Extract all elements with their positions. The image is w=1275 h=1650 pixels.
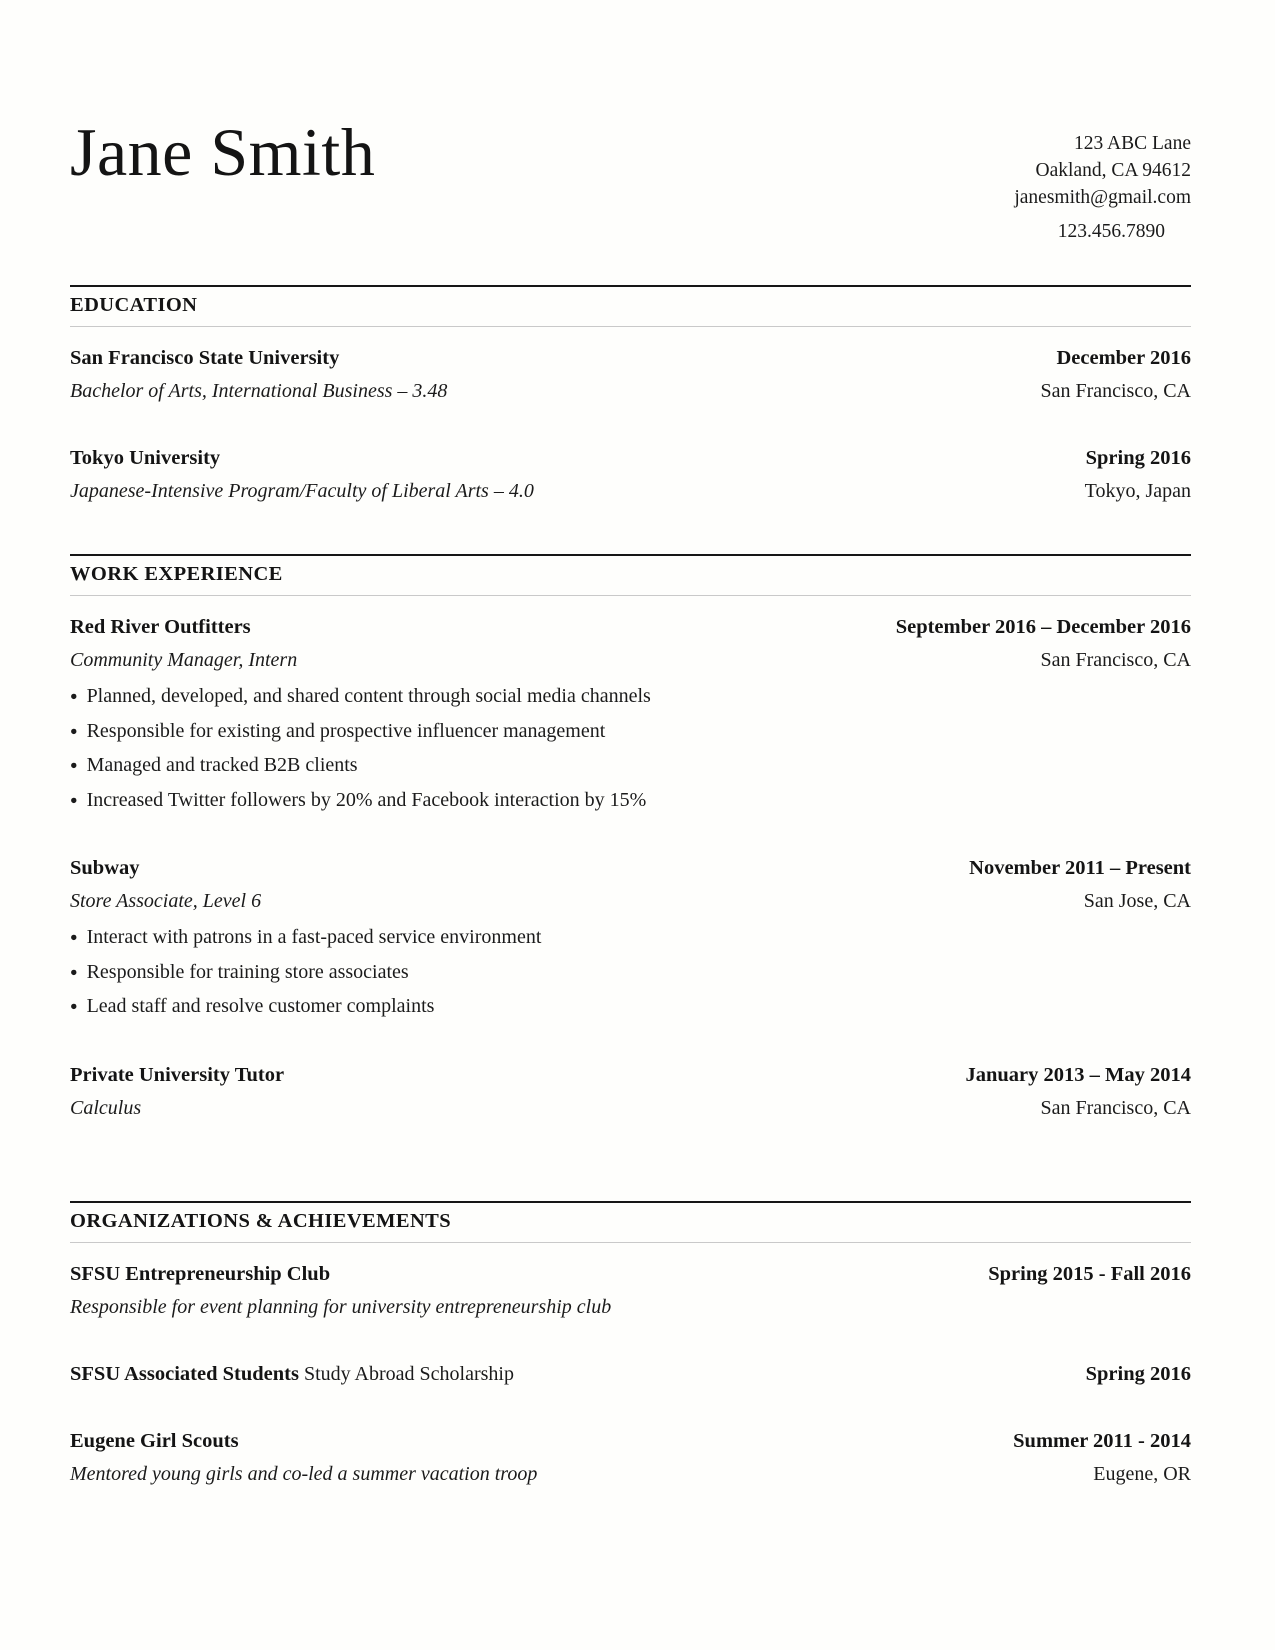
entry-detail-row (70, 1458, 1191, 1491)
entry-org-composite (70, 1358, 514, 1391)
contact-address-line2: Oakland, CA 94612 (1035, 160, 1191, 181)
entry-org: Subway (70, 857, 140, 879)
entry-org: SFSU Entrepreneurship Club (70, 1262, 331, 1285)
entry-detail-row (70, 1291, 1191, 1324)
entry-detail-row (70, 885, 1191, 918)
entry-role: Responsible for event planning for university entrepreneurship club (70, 1295, 612, 1318)
entry-detail-row (70, 375, 1191, 408)
entry-role: Mentored young girls and co-led a summer vacation troop (70, 1462, 538, 1485)
entry-role: Community Manager, Intern (70, 649, 298, 671)
contact-email: janesmith@gmail.com (1014, 187, 1191, 208)
entry-title-row (70, 1425, 1191, 1458)
entry-bullet-list (70, 680, 1191, 818)
entry-role: Store Associate, Level 6 (70, 890, 262, 912)
section-title-work-experience: WORK EXPERIENCE (70, 554, 1191, 596)
entry-detail-row (70, 644, 1191, 677)
entry-org: San Francisco State University (70, 347, 340, 369)
entry-date: Spring 2016 (1085, 1362, 1191, 1385)
work-entry-red-river (70, 611, 1191, 818)
entry-title-row (70, 611, 1191, 644)
entry-title-row (70, 442, 1191, 475)
bullet-item: ● Increased Twitter followers by 20% and Facebook interaction by 15% (70, 784, 1191, 819)
section-education (70, 285, 1191, 508)
section-title-organizations: ORGANIZATIONS & ACHIEVEMENTS (70, 1201, 1191, 1243)
entry-date: Summer 2011 - 2014 (1013, 1429, 1191, 1452)
org-entry-girl-scouts (70, 1425, 1191, 1491)
person-name: Jane Smith (70, 114, 376, 190)
entry-title-row (70, 342, 1191, 375)
entry-date: December 2016 (1056, 347, 1191, 369)
entry-location: San Jose, CA (1083, 890, 1191, 912)
entry-detail-row (70, 475, 1191, 508)
org-entry-entrepreneurship-club (70, 1258, 1191, 1324)
entry-title-row (70, 1059, 1191, 1092)
education-entry-sfsu (70, 342, 1191, 408)
org-entry-associated-students (70, 1358, 1191, 1391)
section-title-education: EDUCATION (70, 285, 1191, 327)
entry-date: Spring 2016 (1085, 447, 1191, 469)
bullet-item: ● Managed and tracked B2B clients (70, 749, 1191, 784)
entry-bullet-list (70, 921, 1191, 1025)
entry-date: September 2016 – December 2016 (895, 616, 1191, 638)
entry-org: SFSU Associated Students (70, 1362, 299, 1385)
entry-location: Tokyo, Japan (1084, 480, 1191, 502)
bullet-item: ● Interact with patrons in a fast-paced service environment (70, 921, 1191, 956)
entry-title-row (70, 852, 1191, 885)
entry-org-suffix: Study Abroad Scholarship (298, 1362, 514, 1385)
contact-address-line1: 123 ABC Lane (1074, 133, 1191, 154)
entry-org: Tokyo University (70, 447, 221, 469)
bullet-item: ● Planned, developed, and shared content through social media channels (70, 680, 1191, 715)
entry-role: Bachelor of Arts, International Business – 3.48 (70, 380, 448, 402)
resume-header (70, 114, 1191, 245)
bullet-item: ● Lead staff and resolve customer complaints (70, 990, 1191, 1025)
entry-date: January 2013 – May 2014 (965, 1063, 1191, 1086)
section-organizations (70, 1201, 1191, 1491)
bullet-item: ● Responsible for training store associates (70, 956, 1191, 991)
entry-detail-row (70, 1092, 1191, 1125)
entry-title-row (70, 1258, 1191, 1291)
entry-date: Spring 2015 - Fall 2016 (988, 1262, 1191, 1285)
entry-org: Red River Outfitters (70, 616, 251, 638)
work-entry-subway (70, 852, 1191, 1025)
entry-location: San Francisco, CA (1040, 649, 1191, 671)
bullet-item: ● Responsible for existing and prospective influencer management (70, 715, 1191, 750)
entry-location: San Francisco, CA (1040, 1096, 1191, 1119)
entry-role: Calculus (70, 1096, 142, 1119)
education-entry-tokyo (70, 442, 1191, 508)
entry-title-row (70, 1358, 1191, 1391)
section-work-experience (70, 554, 1191, 1125)
entry-location: Eugene, OR (1093, 1462, 1191, 1485)
entry-org: Private University Tutor (70, 1063, 285, 1086)
contact-block (1014, 130, 1191, 245)
entry-location: San Francisco, CA (1040, 380, 1191, 402)
work-entry-private-tutor (70, 1059, 1191, 1125)
entry-org: Eugene Girl Scouts (70, 1429, 239, 1452)
entry-role: Japanese-Intensive Program/Faculty of Liberal Arts – 4.0 (70, 480, 534, 502)
contact-phone: 123.456.7890 (1057, 221, 1165, 242)
entry-date: November 2011 – Present (969, 857, 1191, 879)
